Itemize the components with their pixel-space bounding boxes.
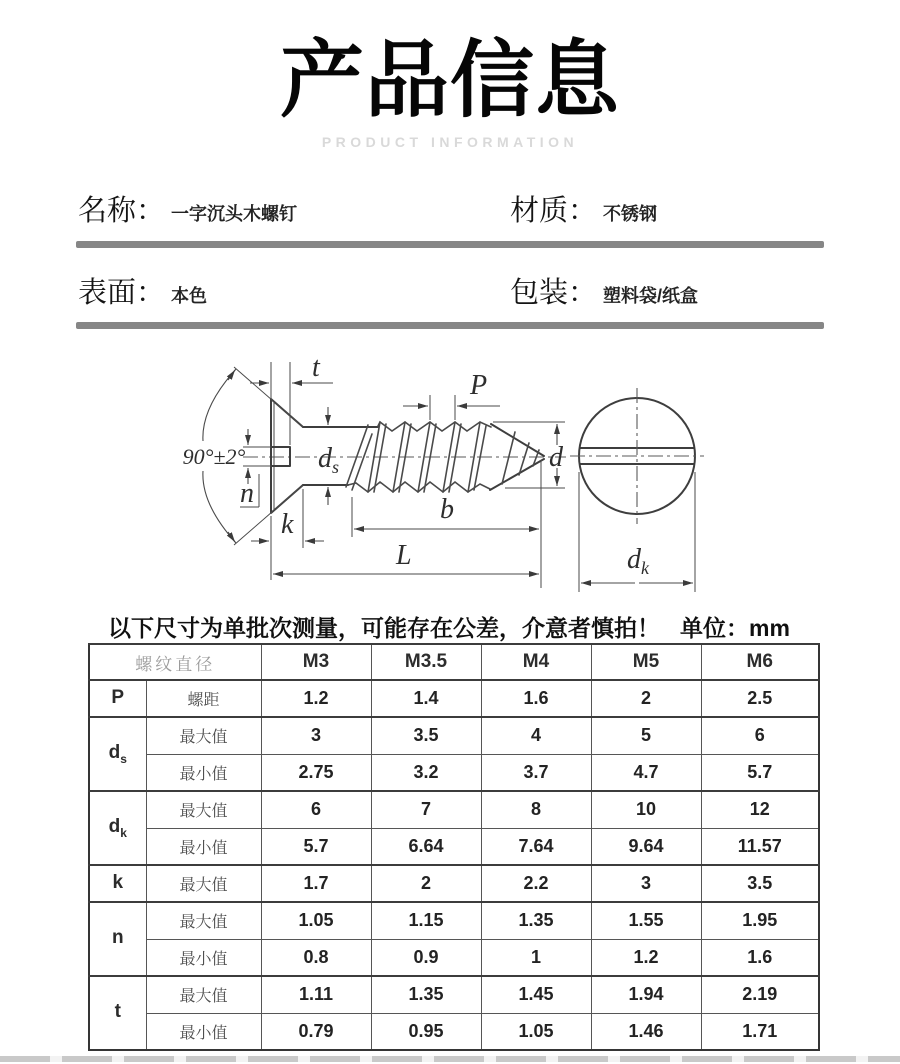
dimension-ds xyxy=(318,407,339,505)
cell-value: 6 xyxy=(261,791,371,828)
cell-value: 5.7 xyxy=(261,828,371,865)
cell-value: 2.75 xyxy=(261,754,371,791)
dimension-l xyxy=(273,540,539,574)
row-label: 最大值 xyxy=(146,717,261,754)
measurement-note xyxy=(108,610,790,643)
row-label: 最大值 xyxy=(146,865,261,902)
field-material xyxy=(510,188,657,229)
cell-value: 4.7 xyxy=(591,754,701,791)
row-label: 最大值 xyxy=(146,902,261,939)
screw-top-view xyxy=(570,388,704,592)
next-section-edge xyxy=(0,1056,900,1062)
cell-value: 1.55 xyxy=(591,902,701,939)
cell-value: 5 xyxy=(591,717,701,754)
cell-value: 2.2 xyxy=(481,865,591,902)
dimension-n xyxy=(240,429,271,509)
cell-value: 6.64 xyxy=(371,828,481,865)
table-row xyxy=(89,791,819,828)
cell-value: 1.2 xyxy=(261,680,371,717)
note-text: 以下尺寸为单批次测量，可能存在公差，介意者慎拍！ xyxy=(108,615,660,641)
divider-line-1 xyxy=(76,241,824,248)
cell-value: 3.5 xyxy=(371,717,481,754)
cell-value: 3 xyxy=(591,865,701,902)
field-packaging-value: 塑料袋/纸盒 xyxy=(603,286,699,306)
field-name-label: 名称： xyxy=(78,195,166,227)
field-surface-value: 本色 xyxy=(171,286,208,306)
dimensions-table xyxy=(88,643,820,1051)
row-label: 最小值 xyxy=(146,754,261,791)
symbol-t: t xyxy=(89,976,146,1050)
dim-label-p: P xyxy=(470,370,488,401)
table-row xyxy=(89,976,819,1013)
cell-value: 6 xyxy=(701,717,819,754)
field-name-value: 一字沉头木螺钉 xyxy=(171,204,298,224)
dim-label-angle: 90°±2° xyxy=(182,444,246,469)
cell-value: 7 xyxy=(371,791,481,828)
symbol-ds: $d_s$ xyxy=(89,717,146,791)
cell-value: 1.46 xyxy=(591,1013,701,1050)
cell-value: 7.64 xyxy=(481,828,591,865)
divider-line-2 xyxy=(76,322,824,329)
note-unit: 单位：mm xyxy=(680,615,790,641)
cell-value: 3.2 xyxy=(371,754,481,791)
cell-value: 0.79 xyxy=(261,1013,371,1050)
table-header-row xyxy=(89,644,819,680)
cell-value: 1.94 xyxy=(591,976,701,1013)
row-label: 最小值 xyxy=(146,939,261,976)
symbol-k: k xyxy=(89,865,146,902)
dim-label-l: L xyxy=(396,540,412,571)
field-packaging-label: 包装： xyxy=(510,277,598,309)
field-name xyxy=(78,188,297,229)
table-row xyxy=(89,754,819,791)
dim-label-dk: $d_k$ xyxy=(627,544,649,578)
cell-value: 1 xyxy=(481,939,591,976)
cell-value: 1.11 xyxy=(261,976,371,1013)
cell-value: 1.71 xyxy=(701,1013,819,1050)
cell-value: 1.95 xyxy=(701,902,819,939)
field-material-label: 材质： xyxy=(510,195,598,227)
dimension-k xyxy=(251,489,324,580)
cell-value: 4 xyxy=(481,717,591,754)
header-size-m4: M4 xyxy=(481,644,591,680)
cell-value: 0.9 xyxy=(371,939,481,976)
row-label: 最大值 xyxy=(146,976,261,1013)
cell-value: 11.57 xyxy=(701,828,819,865)
cell-value: 5.7 xyxy=(701,754,819,791)
cell-value: 2 xyxy=(591,680,701,717)
cell-value: 1.4 xyxy=(371,680,481,717)
header-size-m35: M3.5 xyxy=(371,644,481,680)
screw-technical-drawing xyxy=(0,345,900,603)
cell-value: 1.05 xyxy=(261,902,371,939)
field-surface-label: 表面： xyxy=(78,277,166,309)
cell-value: 3.7 xyxy=(481,754,591,791)
cell-value: 1.7 xyxy=(261,865,371,902)
field-packaging xyxy=(510,270,698,311)
row-label: 最小值 xyxy=(146,1013,261,1050)
dim-label-d: d xyxy=(549,442,563,473)
cell-value: 2.19 xyxy=(701,976,819,1013)
screw-side-view xyxy=(271,399,544,513)
cell-value: 1.2 xyxy=(591,939,701,976)
cell-value: 1.45 xyxy=(481,976,591,1013)
table-row xyxy=(89,902,819,939)
dimension-b xyxy=(352,460,541,588)
cell-value: 1.6 xyxy=(701,939,819,976)
cell-value: 2 xyxy=(371,865,481,902)
table-row xyxy=(89,939,819,976)
symbol-n: n xyxy=(89,902,146,976)
table-row xyxy=(89,680,819,717)
row-label: 最大值 xyxy=(146,791,261,828)
dim-label-t: t xyxy=(312,352,320,383)
cell-value: 1.35 xyxy=(371,976,481,1013)
table-row xyxy=(89,828,819,865)
cell-value: 12 xyxy=(701,791,819,828)
symbol-P: P xyxy=(89,680,146,717)
dim-label-n: n xyxy=(240,478,254,509)
row-label: 最小值 xyxy=(146,828,261,865)
centerline-top-view xyxy=(570,388,704,524)
cell-value: 2.5 xyxy=(701,680,819,717)
table-row xyxy=(89,865,819,902)
row-label: 螺距 xyxy=(146,680,261,717)
dimension-t xyxy=(250,352,333,445)
dim-label-k: k xyxy=(281,509,294,540)
symbol-dk: $d_k$ xyxy=(89,791,146,865)
dimension-p xyxy=(403,370,500,420)
cell-value: 1.15 xyxy=(371,902,481,939)
cell-value: 1.05 xyxy=(481,1013,591,1050)
dim-label-ds: $d_s$ xyxy=(318,443,340,477)
header-size-m3: M3 xyxy=(261,644,371,680)
header-size-m6: M6 xyxy=(701,644,819,680)
field-material-value: 不锈钢 xyxy=(603,204,658,224)
page-title: 产品信息 xyxy=(279,33,620,127)
cell-value: 3 xyxy=(261,717,371,754)
cell-value: 9.64 xyxy=(591,828,701,865)
table-row xyxy=(89,717,819,754)
table-row xyxy=(89,1013,819,1050)
cell-value: 10 xyxy=(591,791,701,828)
header-param: 螺纹直径 xyxy=(89,644,261,680)
cell-value: 1.35 xyxy=(481,902,591,939)
cell-value: 3.5 xyxy=(701,865,819,902)
page-subtitle: PRODUCT INFORMATION xyxy=(321,134,579,150)
header-size-m5: M5 xyxy=(591,644,701,680)
cell-value: 8 xyxy=(481,791,591,828)
cell-value: 0.8 xyxy=(261,939,371,976)
cell-value: 1.6 xyxy=(481,680,591,717)
field-surface xyxy=(78,270,207,311)
dim-label-b: b xyxy=(440,494,454,525)
cell-value: 0.95 xyxy=(371,1013,481,1050)
